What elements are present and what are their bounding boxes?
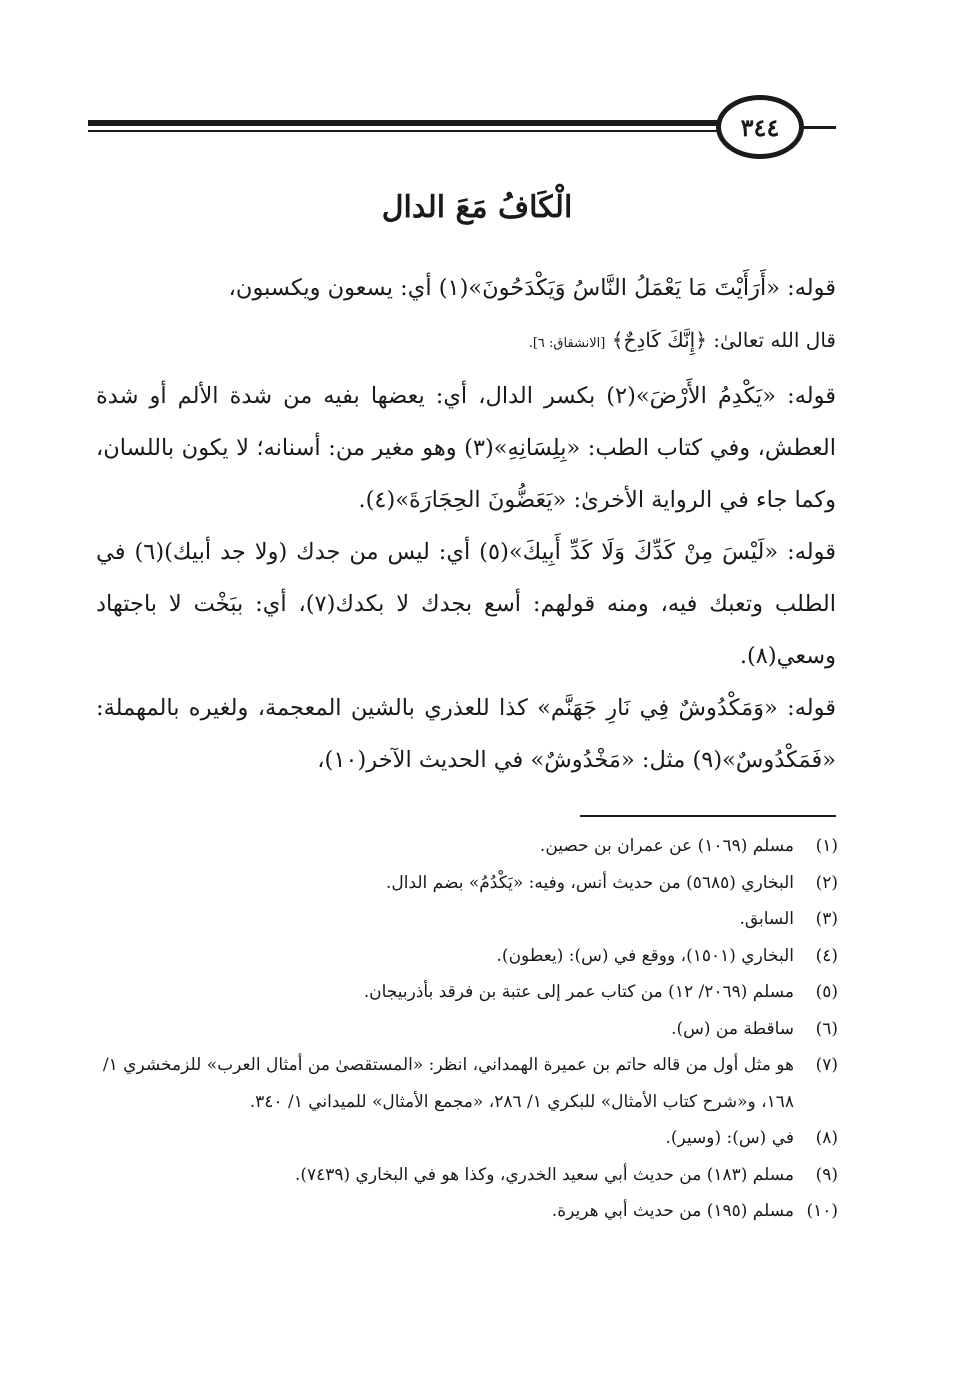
footnote [96,865,838,902]
header-rule-thick-line [88,120,718,126]
page-title: الْكَافُ مَعَ الدال [381,190,573,225]
footnote [96,901,838,938]
page-number: ٣٤٤ [716,95,804,159]
footnote-number: (١) [815,836,838,856]
footnote-number: (٧) [815,1055,838,1075]
footnote [96,828,838,865]
footnote-number: (٨) [815,1128,838,1148]
footnote [96,1120,838,1157]
footnote-text: البخاري (٥٦٨٥) من حديث أنس، وفيه: «يَكْدُمُ» بضم الدال. [385,872,794,893]
footnote-text: السابق. [739,909,794,929]
quran-reference: [الانشقاق: ٦]. [528,336,606,351]
footnotes-list [96,828,838,1230]
footnote-text: مسلم (٢٠٦٩/ ١٢) من كتاب عمر إلى عتبة بن فرقد بأذربيجان. [363,982,794,1002]
footnote-number: (٦) [815,1018,838,1039]
footnote-text: ساقطة من (س). [671,1018,794,1039]
footnote [96,1047,838,1120]
footnote-number: (٥) [815,982,838,1002]
footnote [96,974,838,1011]
footnote-text: في (س): (وسير). [665,1128,794,1148]
main-text [96,262,836,786]
paragraph-3: قوله: «لَيْسَ مِنْ كَدِّكَ وَلَا كَدِّ أَبِيكَ»(٥) أي: ليس من جدك (ولا جد أبيك)(٦) في الطلب وتعبك فيه، ومنه قولهم: أسع بجدك لا بكدك(٧)، أي: ببَخْت لا باجتهاد وسعي(٨). [96,539,837,669]
footnote-text: هو مثل أول من قاله حاتم بن عميرة الهمداني، انظر: «المستقصىٰ من أمثال العرب» للزمخشري ١/ ١٦٨، و«شرح كتاب الأمثال» للبكري ١/ ٢٨٦، «مجمع الأمثال» للميداني ١/ ٣٤٠. [102,1055,794,1112]
footnote-separator [580,815,836,817]
footnote [96,1011,838,1048]
footnote-text: مسلم (١٩٥) من حديث أبي هريرة. [551,1201,794,1221]
footnote-text: مسلم (١٠٦٩) عن عمران بن حصين. [539,836,794,856]
footnote-number: (٩) [815,1164,838,1185]
footnote-number: (٣) [815,909,838,929]
quran-verse: قال الله تعالىٰ: ﴿إِنَّكَ كَادِحٌ﴾ [611,328,836,352]
footnote-number: (٤) [815,945,838,966]
quran-verse-line [96,314,836,370]
footnote-text: البخاري (١٥٠١)، ووقع في (س): (يعطون). [496,945,794,966]
footnote [96,938,838,975]
header-rule-tail [800,126,836,129]
footnote [96,1157,838,1194]
header-rule [88,118,718,136]
paragraph-2: قوله: «يَكْدِمُ الأَرْضَ»(٢) بكسر الدال، أي: يعضها بفيه من شدة الألم أو شدة العطش، وفي كتاب الطب: «بِلِسَانِهِ»(٣) وهو مغير من: أسنانه؛ لا يكون باللسان، وكما جاء في الرواية الأخرىٰ: «يَعَضُّونَ الحِجَارَةَ»(٤). [96,383,836,513]
footnote-text: مسلم (١٨٣) من حديث أبي سعيد الخدري، وكذا هو في البخاري (٧٤٣٩). [294,1164,794,1185]
paragraph-1: قوله: «أَرَأَيْتَ مَا يَعْمَلُ النَّاسُ وَيَكْدَحُونَ»(١) أي: يسعون ويكسبون، [228,275,836,301]
footnote-number: (٢) [815,872,838,893]
paragraph-4: قوله: «وَمَكْدُوشٌ فِي نَارِ جَهَنَّم» كذا للعذري بالشين المعجمة، ولغيره بالمهملة: «فَمَكْدُوسٌ»(٩) مثل: «مَخْدُوشٌ» في الحديث الآخر(١٠)، [96,695,836,773]
footnote [96,1193,838,1230]
header-rule-thin-line [88,130,718,132]
footnote-number: (١٠) [806,1201,838,1221]
